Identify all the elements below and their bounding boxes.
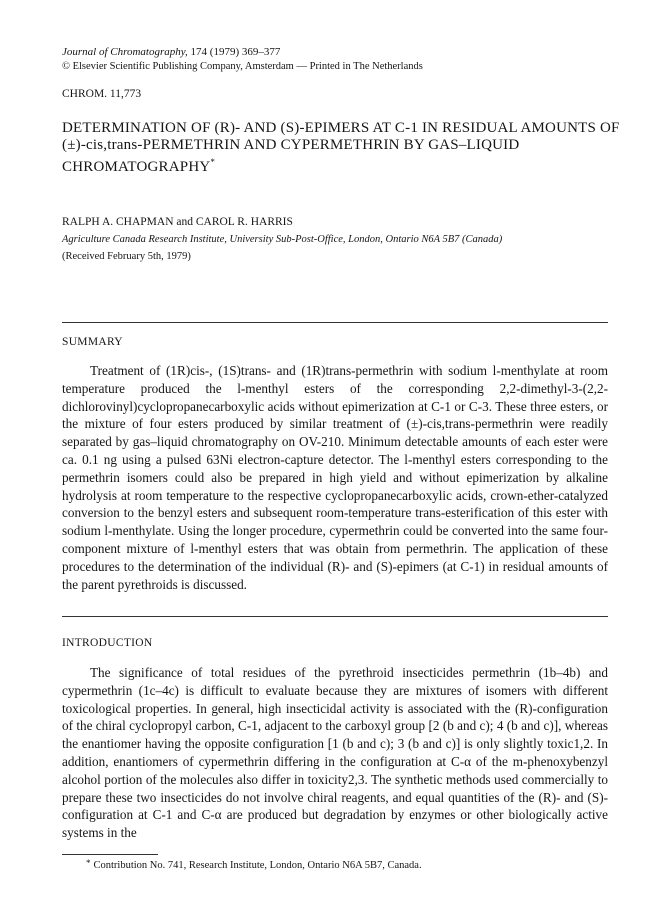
- section-divider: [62, 322, 608, 323]
- journal-name: Journal of Chromatography,: [62, 46, 188, 58]
- footnote: [86, 857, 422, 872]
- article-title: [62, 120, 622, 176]
- footnote-text: Contribution No. 741, Research Institute, London, Ontario N6A 5B7, Canada.: [93, 860, 422, 871]
- journal-volume-pages: 174 (1979) 369–377: [187, 46, 281, 58]
- title-footnote-mark: *: [210, 157, 216, 167]
- footnote-mark: *: [86, 858, 91, 868]
- footnote-rule: [62, 854, 158, 855]
- summary-heading: SUMMARY: [62, 336, 123, 348]
- article-title-text: DETERMINATION OF (R)- AND (S)-EPIMERS AT C-1 IN RESIDUAL AMOUNTS OF (±)-cis,trans-PERMETHRIN AND CYPERMETHRIN BY GAS–LIQUID CHROMATOGRAPHY: [62, 120, 620, 175]
- affiliation: Agriculture Canada Research Institute, University Sub-Post-Office, London, Ontario N6A 5B7 (Canada): [62, 234, 503, 245]
- introduction-text: The significance of total residues of the pyrethroid insecticides permethrin (1b–4b) and cypermethrin (1c–4c) is difficult to evaluate because they are mixtures of isomers with different toxicological properties. In general, high insecticidal activity is associated with the (R)-configuration of the chiral cyclopropyl carbon, C-1, adjacent to the carboxyl group [2 (b and c); 4 (b and c)], whereas the enantiomer having the opposite configuration [1 (b and c); 3 (b and c)] is only slightly toxic1,2. In addition, enantiomers of cypermethrin differing in the configuration at C-α of the m-phenoxybenzyl alcohol portion of the molecules also differ in toxicity2,3. The synthetic methods used commercially to prepare these two insecticides do not involve chiral reagents, and equal quantities of the (R)- and (S)-configuration at C-1 and C-α are produced but degradation by enzymes or other biologically active systems in the: [62, 665, 608, 841]
- summary-text: Treatment of (1R)cis-, (1S)trans- and (1R)trans-permethrin with sodium l-menthylate at room temperature produced the l-menthyl esters of the corresponding 2,2-dimethyl-3-(2,2-dichlorovinyl)cyclopropanecarboxylic acids without epimerization at C-1 or C-3. These three esters, or the mixture of four esters produced by similar treatment of (±)-cis,trans-permethrin were readily separated by gas–liquid chromatography on OV-210. Minimum detectable amounts of each ester were ca. 0.1 ng using a pulsed 63Ni electron-capture detector. The l-menthyl esters corresponding to the permethrin isomers could also be prepared in high yield and without epimerization by alkaline hydrolysis at room temperature to the respective cyclopropanecarboxylic acids, crown-ether-catalyzed conversion to the benzyl esters and subsequent room-temperature trans-esterification of this ester with sodium l-menthylate. Using the longer procedure, cypermethrin could be converted into the same four-component mixture of l-menthyl esters that was obtain from permethrin. The application of these procedures to the determination of the individual (R)- and (S)-epimers (at C-1) in residual amounts of the parent pyrethroids is discussed.: [62, 363, 608, 592]
- authors: RALPH A. CHAPMAN and CAROL R. HARRIS: [62, 216, 293, 228]
- chrom-number: CHROM. 11,773: [62, 88, 142, 100]
- copyright-line: © Elsevier Scientific Publishing Company, Amsterdam — Printed in The Netherlands: [62, 61, 423, 72]
- introduction-heading: INTRODUCTION: [62, 637, 153, 649]
- journal-citation: [62, 46, 280, 59]
- section-divider: [62, 616, 608, 617]
- received-date: (Received February 5th, 1979): [62, 251, 191, 262]
